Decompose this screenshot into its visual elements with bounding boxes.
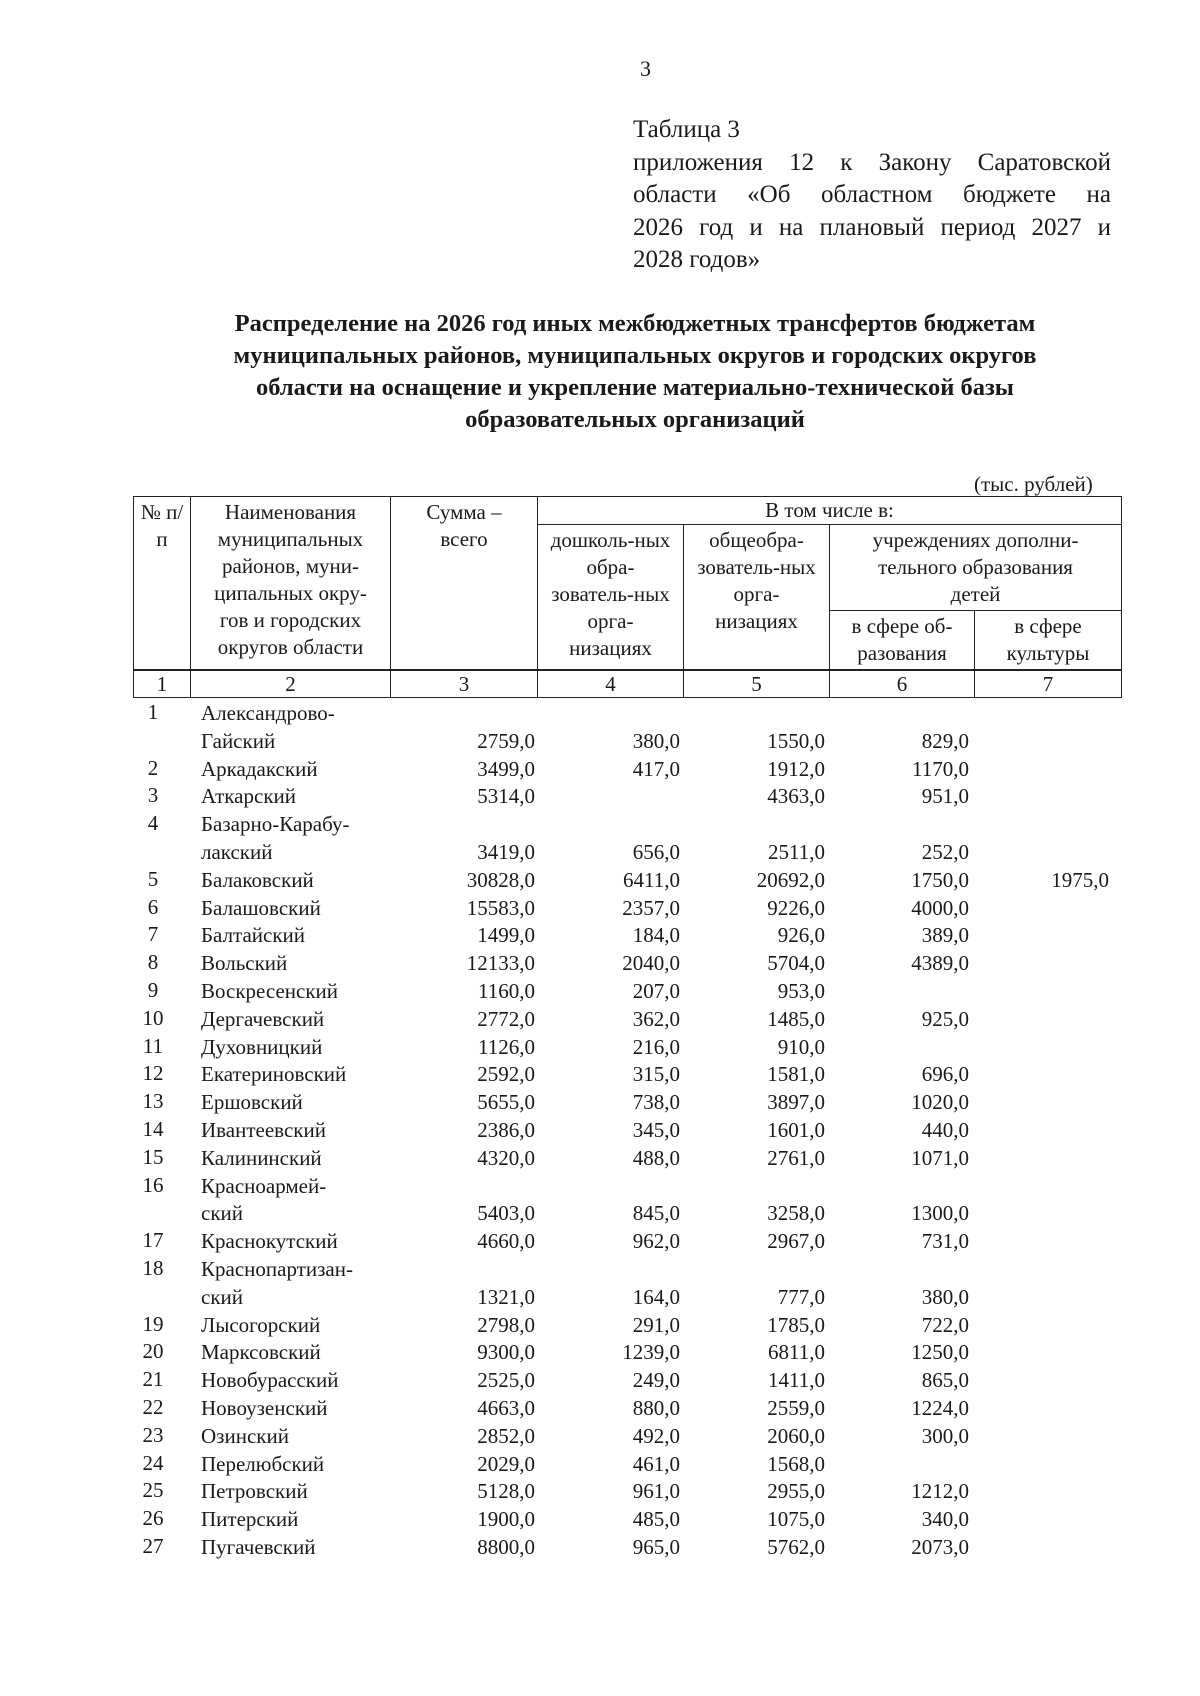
table-row [133,1451,1121,1479]
title-line: образовательных организаций [465,406,805,433]
preschool-amount: 962,0 [632,1229,680,1254]
additional-education-amount: 1750,0 [911,867,969,892]
total-amount: 1321,0 [477,1284,535,1309]
preschool-amount: 164,0 [632,1284,680,1309]
general-education-amount: 5762,0 [767,1534,825,1559]
preschool-amount: 2357,0 [622,895,680,920]
general-education-amount: 2060,0 [767,1423,825,1448]
additional-education-amount: 1250,0 [911,1340,969,1365]
table-row [133,1173,1121,1229]
total-amount: 3499,0 [477,756,535,781]
general-education-amount: 910,0 [777,1034,825,1059]
row-number: 15 [142,1144,164,1169]
header-culture: в сфере культуры [975,611,1122,670]
preschool-amount: 362,0 [632,1006,680,1031]
preschool-amount: 315,0 [632,1062,680,1087]
preschool-amount: 488,0 [632,1145,680,1170]
preschool-amount: 2040,0 [622,951,680,976]
general-education-amount: 1912,0 [767,756,825,781]
row-number: 9 [147,977,159,1002]
table-row [133,1256,1121,1312]
total-amount: 8800,0 [477,1534,535,1559]
general-education-amount: 2955,0 [767,1479,825,1504]
district-name: Аткарский [201,784,297,809]
preschool-amount: 417,0 [632,756,680,781]
additional-education-amount: 1224,0 [911,1395,969,1420]
general-education-amount: 1411,0 [768,1368,825,1393]
total-amount: 2852,0 [477,1423,535,1448]
preschool-amount: 961,0 [632,1479,680,1504]
header-general: общеобра-зователь-ных орга-низациях [684,525,830,670]
unit-note: (тыс. рублей) [974,472,1093,496]
district-name: Петровский [201,1479,308,1504]
additional-education-amount: 951,0 [921,784,969,809]
additional-education-amount: 252,0 [921,839,969,864]
total-amount: 2386,0 [477,1117,535,1142]
additional-education-amount: 1071,0 [911,1145,969,1170]
additional-education-amount: 865,0 [921,1368,969,1393]
preschool-amount: 216,0 [632,1034,680,1059]
row-number: 10 [142,1005,164,1030]
table-row [133,1312,1121,1340]
table-row [133,783,1121,811]
document-title [150,308,1120,436]
district-name: Новобурасский [201,1368,339,1393]
district-name: Красноармей- [201,1173,327,1198]
row-number: 18 [142,1255,164,1280]
additional-education-amount: 696,0 [921,1062,969,1087]
row-number: 25 [142,1478,164,1503]
additional-education-amount: 1212,0 [911,1479,969,1504]
appendix-line: 2026 год и на плановый период 2027 и [633,213,1111,241]
preschool-amount: 1239,0 [622,1340,680,1365]
preschool-amount: 880,0 [632,1395,680,1420]
district-name: Балашовский [201,895,321,920]
table-row [133,1395,1121,1423]
additional-education-amount: 722,0 [921,1312,969,1337]
preschool-amount: 485,0 [632,1507,680,1532]
total-amount: 2525,0 [477,1368,535,1393]
appendix-reference [633,114,1111,277]
header-education: в сфере об-разования [830,611,975,670]
total-amount: 3419,0 [477,839,535,864]
district-name: Ивантеевский [201,1117,326,1142]
preschool-amount: 6411,0 [623,867,680,892]
total-amount: 4660,0 [477,1229,535,1254]
additional-education-amount: 4000,0 [911,895,969,920]
column-number: 7 [975,671,1122,698]
additional-education-amount: 2073,0 [911,1534,969,1559]
district-name: Питерский [201,1507,299,1532]
table-row [133,1367,1121,1395]
table-row [133,811,1121,867]
additional-education-amount: 389,0 [921,923,969,948]
row-number: 6 [147,894,159,919]
general-education-amount: 2761,0 [767,1145,825,1170]
table-row [133,1006,1121,1034]
row-number: 21 [142,1367,164,1392]
column-number: 4 [538,671,684,698]
general-education-amount: 20692,0 [756,867,825,892]
table-row [133,1478,1121,1506]
district-name: Озинский [201,1423,289,1448]
district-name: Базарно-Карабу- [201,812,350,837]
district-name: Марксовский [201,1340,321,1365]
header-preschool: дошколь-ных обра-зователь-ных орга-низациях [538,525,684,670]
general-education-amount: 3258,0 [767,1201,825,1226]
appendix-line: Таблица 3 [633,116,740,143]
total-amount: 2798,0 [477,1312,535,1337]
column-number: 6 [830,671,975,698]
table-row [133,1145,1121,1173]
district-name: Александрово- [201,701,335,725]
additional-education-amount: 340,0 [921,1507,969,1532]
total-amount: 2772,0 [477,1006,535,1031]
table-row [133,950,1121,978]
additional-education-amount: 1170,0 [912,756,969,781]
row-number: 8 [147,950,159,975]
district-name: Духовницкий [201,1034,323,1059]
total-amount: 1900,0 [477,1507,535,1532]
preschool-amount: 492,0 [632,1423,680,1448]
district-name: Ершовский [201,1090,303,1115]
district-name: Калининский [201,1145,322,1170]
table-header [133,496,1122,670]
total-amount: 1160,0 [478,978,535,1003]
column-number: 1 [134,671,191,698]
row-number: 20 [142,1339,164,1364]
appendix-line: 2028 годов» [633,246,761,273]
general-education-amount: 1785,0 [767,1312,825,1337]
total-amount: 2759,0 [477,728,535,753]
additional-education-amount: 1020,0 [911,1090,969,1115]
table-row [133,1089,1121,1117]
row-number: 14 [142,1116,164,1141]
header-number: № п/п [134,497,191,670]
general-education-amount: 1581,0 [767,1062,825,1087]
preschool-amount: 345,0 [632,1117,680,1142]
preschool-amount: 656,0 [632,839,680,864]
table-row [133,1034,1121,1062]
total-amount: 5314,0 [477,784,535,809]
additional-culture-amount: 1975,0 [1051,867,1109,892]
table-row [133,1061,1121,1089]
total-amount: 12133,0 [466,951,535,976]
district-name: Пугачевский [201,1534,316,1559]
general-education-amount: 9226,0 [767,895,825,920]
table-row [133,1534,1121,1562]
table-row [133,1423,1121,1451]
row-number: 24 [142,1450,164,1475]
general-education-amount: 2559,0 [767,1395,825,1420]
total-amount: 5403,0 [477,1201,535,1226]
general-education-amount: 1485,0 [767,1006,825,1031]
row-number: 17 [142,1228,164,1253]
appendix-line: приложения 12 к Закону Саратовской [633,148,1111,176]
total-amount: 15583,0 [466,895,535,920]
row-number: 1 [147,700,159,724]
district-name: Краснопартизан- [201,1256,353,1281]
district-name: Балаковский [201,867,314,892]
column-number: 5 [684,671,830,698]
additional-education-amount: 440,0 [921,1117,969,1142]
general-education-amount: 777,0 [777,1284,825,1309]
row-number: 3 [147,783,159,808]
table-body [133,700,1121,1562]
header-name: Наименования муниципальных районов, муни-ципальных окру-гов и городских округов области [191,497,391,670]
district-name-continued: Гайский [201,728,276,753]
district-name: Лысогорский [201,1312,321,1337]
general-education-amount: 1550,0 [767,728,825,753]
total-amount: 1126,0 [478,1034,535,1059]
district-name: Балтайский [201,923,306,948]
preschool-amount: 738,0 [632,1090,680,1115]
table-row [133,922,1121,950]
general-education-amount: 6811,0 [768,1340,825,1365]
additional-education-amount: 829,0 [921,728,969,753]
general-education-amount: 926,0 [777,923,825,948]
additional-education-amount: 1300,0 [911,1201,969,1226]
district-name-continued: ский [201,1284,243,1309]
total-amount: 2029,0 [477,1451,535,1476]
header-additional: учреждениях дополни-тельного образования детей [830,525,1122,611]
header-total: Сумма – всего [391,497,538,670]
total-amount: 5128,0 [477,1479,535,1504]
general-education-amount: 3897,0 [767,1090,825,1115]
additional-education-amount: 300,0 [921,1423,969,1448]
row-number: 13 [142,1089,164,1114]
preschool-amount: 461,0 [632,1451,680,1476]
general-education-amount: 1075,0 [767,1507,825,1532]
row-number: 16 [142,1172,164,1197]
additional-education-amount: 925,0 [921,1006,969,1031]
district-name: Краснокутский [201,1229,338,1254]
total-amount: 4320,0 [477,1145,535,1170]
table-row [133,1506,1121,1534]
district-name: Аркадакский [201,756,318,781]
row-number: 5 [147,866,159,891]
preschool-amount: 965,0 [632,1534,680,1559]
title-line: Распределение на 2026 год иных межбюджетных трансфертов бюджетам [234,310,1036,337]
table-row [133,978,1121,1006]
table-row [133,756,1121,784]
total-amount: 4663,0 [477,1395,535,1420]
row-number: 19 [142,1311,164,1336]
district-name-continued: лакский [201,839,273,864]
general-education-amount: 1568,0 [767,1451,825,1476]
general-education-amount: 2511,0 [768,839,825,864]
district-name: Воскресенский [201,978,339,1003]
table-row [133,1117,1121,1145]
total-amount: 30828,0 [466,867,535,892]
additional-education-amount: 380,0 [921,1284,969,1309]
title-line: муниципальных районов, муниципальных округов и городских округов [233,342,1037,369]
preschool-amount: 249,0 [632,1368,680,1393]
district-name: Вольский [201,951,288,976]
additional-education-amount: 4389,0 [911,951,969,976]
row-number: 11 [142,1033,164,1058]
district-name: Дергачевский [201,1006,325,1031]
row-number: 23 [142,1422,164,1447]
table-row [133,1339,1121,1367]
district-name: Перелюбский [201,1451,325,1476]
row-number: 22 [142,1394,164,1419]
total-amount: 9300,0 [477,1340,535,1365]
preschool-amount: 845,0 [632,1201,680,1226]
table-row [133,1228,1121,1256]
total-amount: 5655,0 [477,1090,535,1115]
general-education-amount: 2967,0 [767,1229,825,1254]
preschool-amount: 291,0 [632,1312,680,1337]
column-number: 2 [191,671,391,698]
district-name: Екатериновский [201,1062,347,1087]
title-line: области на оснащение и укрепление материально-технической базы [256,374,1014,401]
total-amount: 2592,0 [477,1062,535,1087]
table-row [133,700,1121,756]
preschool-amount: 184,0 [632,923,680,948]
column-number: 3 [391,671,538,698]
table-row [133,895,1121,923]
general-education-amount: 5704,0 [767,951,825,976]
row-number: 27 [142,1533,164,1558]
general-education-amount: 1601,0 [767,1117,825,1142]
additional-education-amount: 731,0 [921,1229,969,1254]
general-education-amount: 953,0 [777,978,825,1003]
table-row [133,867,1121,895]
general-education-amount: 4363,0 [767,784,825,809]
column-numbers-row [133,670,1122,698]
row-number: 4 [147,811,159,836]
preschool-amount: 380,0 [632,728,680,753]
district-name-continued: ский [201,1201,243,1226]
header-group: В том числе в: [538,497,1122,525]
total-amount: 1499,0 [477,923,535,948]
preschool-amount: 207,0 [632,978,680,1003]
row-number: 12 [142,1061,164,1086]
row-number: 26 [142,1506,164,1531]
row-number: 7 [147,922,159,947]
page-number: 3 [640,56,651,81]
district-name: Новоузенский [201,1395,328,1420]
row-number: 2 [147,755,159,780]
appendix-line: области «Об областном бюджете на [633,181,1111,208]
